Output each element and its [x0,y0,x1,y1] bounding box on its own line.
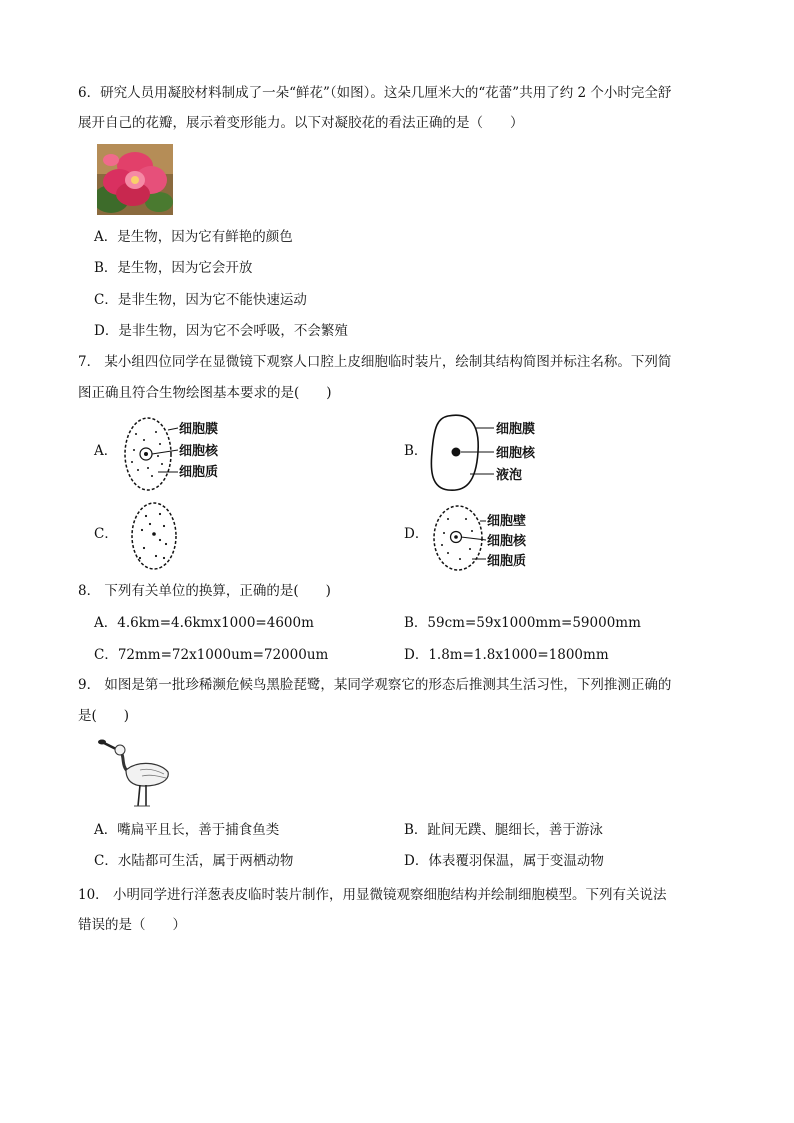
q8-option-d: D．1.8m=1.8x1000=1800mm [404,647,609,663]
q9-stem-line2: 是( ) [78,708,130,724]
q7-b-label-vacuole: 液泡 [496,468,523,483]
spoonbill-image [98,736,172,808]
q6-stem-line2: 展开自己的花瓣，展示着变形能力。以下对凝胶花的看法正确的是（ ） [78,115,524,131]
gel-flower-image [97,144,173,215]
q6-stem-line1: 6．研究人员用凝胶材料制成了一朵“鲜花”（如图）。这朵几厘米大的“花蕾”共用了约 2 个小时完全舒 [78,85,672,101]
q7-a-label-cytoplasm: 细胞质 [179,465,219,480]
q6-option-d: D．是非生物，因为它不会呼吸，不会繁殖 [94,323,348,339]
q7-stem-line2: 图正确且符合生物绘图基本要求的是( ) [78,385,332,401]
q10-stem-line2: 错误的是（ ） [78,917,186,933]
q7-d-label-nucleus: 细胞核 [487,534,527,549]
q7-d-label-cytoplasm: 细胞质 [487,554,527,569]
q6-option-b: B．是生物，因为它会开放 [94,260,253,276]
q7-option-b-marker: B． [404,443,428,459]
q7-d-label-wall: 细胞壁 [487,514,527,529]
q9-stem-line1: 9． 如图是第一批珍稀濒危候鸟黑脸琵鹭，某同学观察它的形态后推测其生活习性，下列推测正确的 [78,677,672,693]
q8-option-c: C．72mm=72x1000um=72000um [94,647,329,663]
q9-option-a: A．嘴扁平且长，善于捕食鱼类 [94,822,280,838]
q7-diagram-d [428,503,548,573]
q7-option-d-marker: D． [404,526,429,542]
q7-a-label-membrane: 细胞膜 [179,422,219,437]
q6-option-c: C．是非生物，因为它不能快速运动 [94,292,307,308]
q7-b-label-membrane: 细胞膜 [496,422,536,437]
q9-option-b: B．趾间无蹼、腿细长，善于游泳 [404,822,603,838]
q9-option-c: C．水陆都可生活，属于两栖动物 [94,853,294,869]
q9-option-d: D．体表覆羽保温，属于变温动物 [404,853,604,869]
q7-stem-line1: 7． 某小组四位同学在显微镜下观察人口腔上皮细胞临时装片，绘制其结构简图并标注名称。下列简 [78,354,672,370]
q7-b-label-nucleus: 细胞核 [496,446,536,461]
q6-option-a: A．是生物，因为它有鲜艳的颜色 [94,229,293,245]
q7-option-c-marker: C． [94,526,118,542]
q10-stem-line1: 10． 小明同学进行洋葱表皮临时装片制作，用显微镜观察细胞结构并绘制细胞模型。下列有关说法 [78,887,667,903]
q8-option-b: B．59cm=59x1000mm=59000mm [404,615,641,631]
q8-stem: 8． 下列有关单位的换算，正确的是( ) [78,583,331,599]
q7-diagram-a [118,414,238,494]
q7-a-label-nucleus: 细胞核 [179,444,219,459]
q7-diagram-b [428,412,558,494]
q7-option-a-marker: A． [94,443,118,459]
q7-diagram-c [124,500,184,572]
q8-option-a: A．4.6km=4.6kmx1000=4600m [94,615,314,631]
